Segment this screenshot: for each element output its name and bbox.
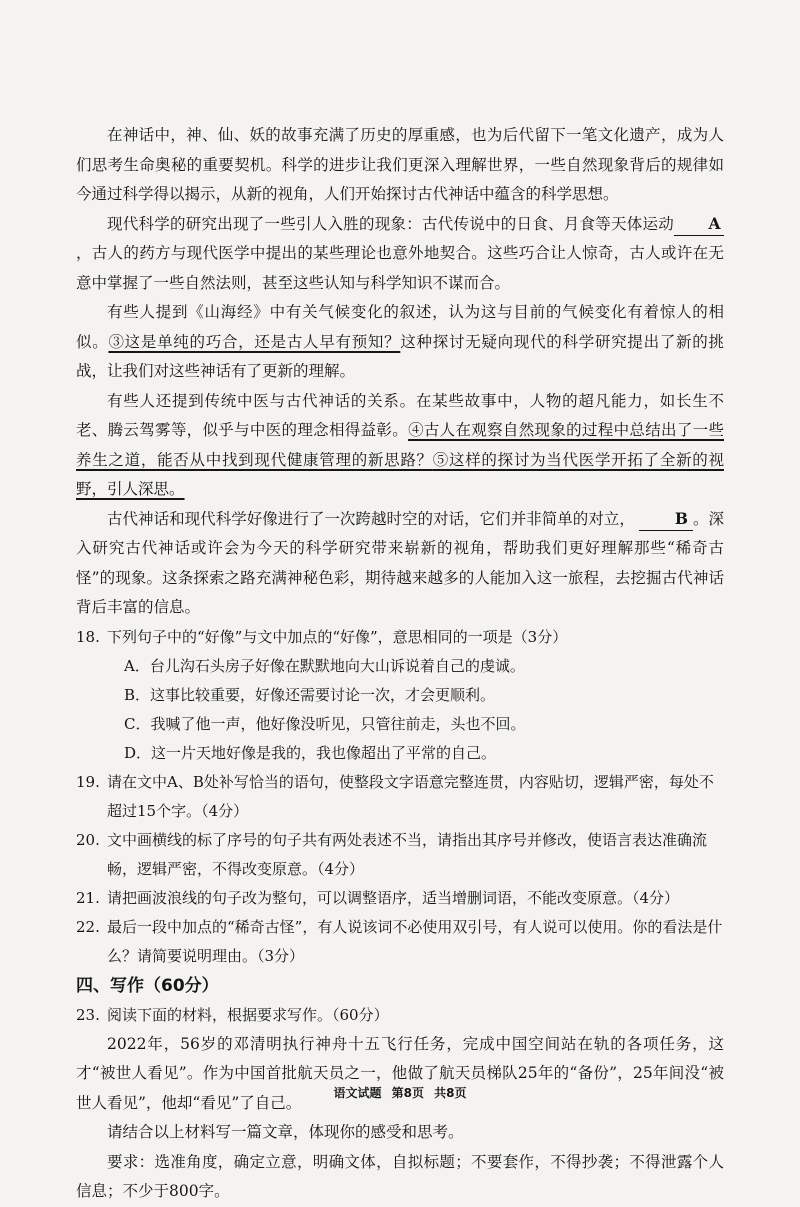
p2-text-b: ，古人的药方与现代医学中提出的某些理论也意外地契合。这些巧合让人惊奇，古人或许在无意中掌握了一些自然法则，甚至这些认知与科学知识不谋而合。 — [76, 244, 724, 292]
passage-paragraph-4 — [76, 387, 724, 505]
question-text: 文中画横线的标了序号的句子共有两处表述不当，请指出其序号并修改，使语言表达准确流畅，逻辑严密，不得改变原意。（4分） — [107, 830, 708, 878]
option-d: D．这一片天地好像是我的，我也像超出了平常的自己。 — [124, 743, 497, 762]
question-number: 23. — [76, 1005, 100, 1024]
p1-text: 在神话中，神、仙、妖的故事充满了历史的厚重感，也为后代留下一笔文化遗产，成为人们思考生命奥秘的重要契机。科学的进步让我们更深入理解世界，一些自然现象背后的规律如今通过科学得以揭示，从新的视角，人们开始探讨古代神话中蕴含的科学思想。 — [76, 126, 724, 203]
underlined-sentence-5: ⑤这样的探讨为当代医学开拓了全新的视野，引人深思。 — [76, 450, 724, 498]
passage-paragraph-2 — [76, 210, 724, 299]
option-c: C．我喊了他一声，他好像没听见，只管往前走，头也不回。 — [124, 714, 526, 733]
page-content — [76, 121, 724, 1207]
p5-text-b: 。深入研究古代神话或许会为今天的科学研究带来崭新的视角，帮助我们更好理解那些“稀奇古怪”的现象。这条探索之路充满神秘色彩，期待越来越多的人能加入这一旅程，去挖掘古代神话背后丰富的信息。 — [76, 509, 724, 616]
option-b: B．这事比较重要，好像还需要讨论一次，才会更顺利。 — [124, 685, 496, 704]
question-text: 请在文中A、B处补写恰当的语句，使整段文字语意完整连贯，内容贴切，逻辑严密，每处不超过15个字。（4分） — [107, 772, 714, 820]
writing-requirements: 要求：选准角度，确定立意，明确文体，自拟标题；不要套作，不得抄袭；不得泄露个人信息；不少于800字。 — [76, 1152, 724, 1200]
question-number: 19. — [76, 772, 100, 791]
question-number: 20. — [76, 830, 100, 849]
question-20 — [76, 826, 724, 884]
question-number: 22. — [76, 917, 100, 936]
blank-b: B — [639, 508, 693, 531]
question-text: 阅读下面的材料，根据要求写作。（60分） — [107, 1005, 389, 1024]
passage-paragraph-5 — [76, 505, 724, 623]
p5-text-a: 古代神话和现代科学好像进行了一次跨越时空的对话，它们并非简单的对立， — [107, 509, 635, 528]
page-footer: 语文试题 第8页 共8页 — [333, 1086, 467, 1100]
underlined-sentence-3: ③这是单纯的巧合，还是古人早有预知？ — [108, 332, 401, 351]
underlined-sentence-4: ④古人在观察自然现象的过程中总结出了一些养生之道，能否从中找到现代健康管理的新思路？ — [76, 421, 724, 469]
question-23 — [76, 1001, 724, 1030]
question-number: 18. — [76, 627, 100, 646]
question-text: 最后一段中加点的“稀奇古怪”，有人说该词不必使用双引号，有人说可以使用。你的看法是什么？请简要说明理由。（3分） — [107, 917, 723, 965]
option-a: A．台儿沟石头房子好像在默默地向大山诉说着自己的虔诚。 — [124, 656, 525, 675]
question-18 — [76, 623, 724, 652]
question-number: 21. — [76, 888, 100, 907]
writing-material: 2022年，56岁的邓清明执行神舟十五飞行任务，完成中国空间站在轨的各项任务，这才“被世人看见”。作为中国首批航天员之一，他做了航天员梯队25年的“备份”，25年间没“被世人看见”，他却“看见”了自己。 — [76, 1034, 724, 1112]
blank-a: A — [674, 213, 724, 236]
question-21 — [76, 884, 724, 913]
writing-prompt: 请结合以上材料写一篇文章，体现你的感受和思考。 — [107, 1123, 464, 1141]
passage-paragraph-1 — [76, 121, 724, 210]
p4-text-a: 有些人还提到传统中医与古代神话的关系。在某些故事中，人物的超凡能力，如长生不老、腾云驾雾等，似乎与中医的理念相得益彰。 — [76, 391, 724, 439]
section-title-writing: 四、写作（60分） — [76, 975, 219, 996]
p2-text-a: 现代科学的研究出现了一些引人入胜的现象：古代传说中的日食、月食等天体运动 — [107, 214, 674, 233]
question-22 — [76, 913, 724, 971]
question-19 — [76, 768, 724, 826]
question-text: 下列句子中的“好像”与文中加点的“好像”，意思相同的一项是（3分） — [107, 627, 568, 646]
passage-paragraph-3 — [76, 298, 724, 387]
question-text: 请把画波浪线的句子改为整句，可以调整语序，适当增删词语，不能改变原意。（4分） — [107, 888, 680, 907]
p3-text-b: 这种探讨无疑向现代的科学研究提出了新的挑战，让我们对这些神话有了更新的理解。 — [76, 332, 724, 380]
p3-text-a: 有些人提到《山海经》中有关气候变化的叙述，认为这与目前的气候变化有着惊人的相似。 — [76, 303, 724, 351]
